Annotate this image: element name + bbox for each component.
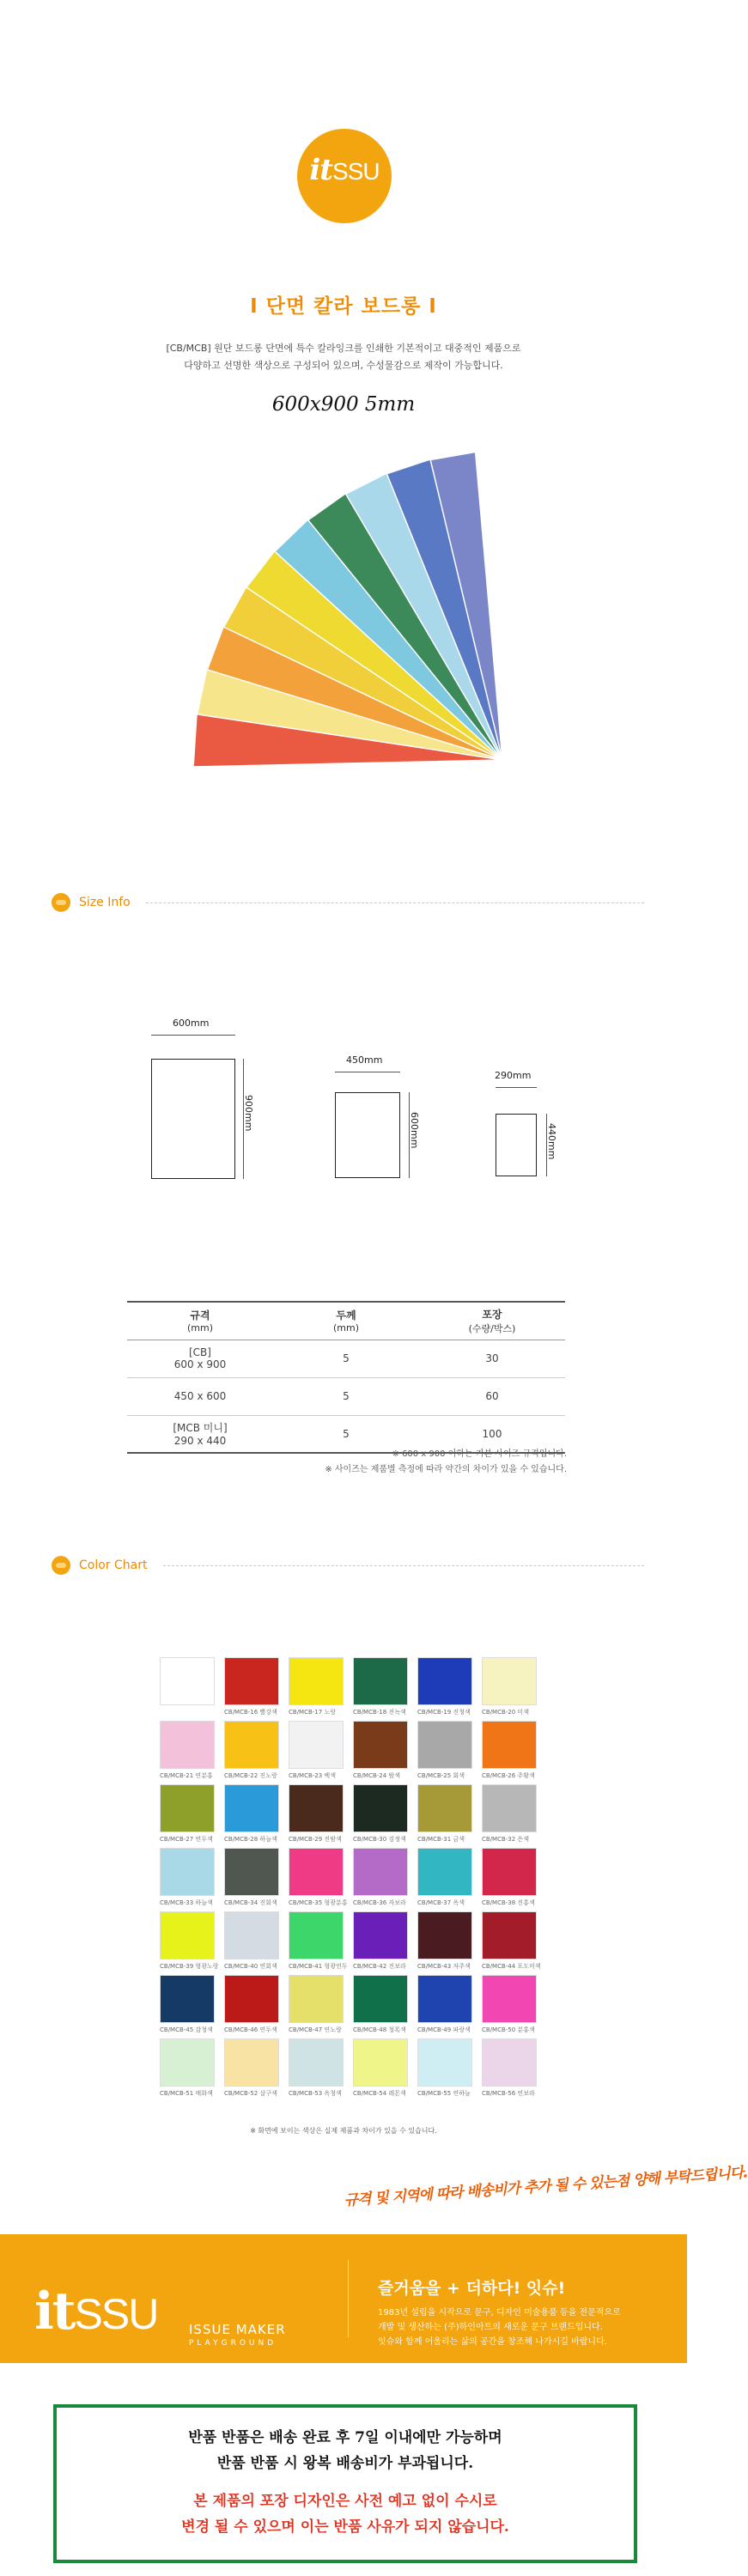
swatch-color [482, 1848, 537, 1896]
footer-slogan: 즐거움을 + 더하다! 잇슈! [378, 2279, 566, 2298]
swatch-color [353, 1911, 408, 1959]
swatch-label: CB/MCB-21 연분홍 [160, 1772, 213, 1779]
swatch-label: CB/MCB-23 백색 [289, 1772, 336, 1779]
color-swatch [160, 1975, 216, 2034]
color-swatch [482, 1721, 538, 1780]
swatch-label: CB/MCB-25 회색 [417, 1772, 465, 1779]
swatch-label: CB/MCB-16 빨강색 [224, 1709, 277, 1716]
box3-width-line [496, 1087, 537, 1088]
swatch-color [482, 1721, 537, 1769]
color-swatch [417, 1848, 474, 1907]
swatch-color [417, 1784, 472, 1832]
swatch-label: CB/MCB-39 형광노랑 [160, 1963, 219, 1970]
swatch-color [289, 1721, 344, 1769]
footer-maker: ISSUE MAKER [189, 2322, 286, 2337]
swatch-color [224, 1784, 279, 1832]
swatch-color [224, 2038, 279, 2087]
color-swatch [482, 1911, 541, 1971]
color-swatch [289, 2038, 345, 2098]
swatch-color [224, 1975, 279, 2023]
table-note-2: ※ 사이즈는 제품별 측정에 따라 약간의 차이가 있을 수 있습니다. [325, 1465, 567, 1474]
color-swatch [224, 1784, 281, 1844]
swatch-color [482, 2038, 537, 2087]
color-swatch [353, 1975, 410, 2034]
swatch-color [224, 1911, 279, 1959]
swatch-color [482, 1911, 537, 1959]
swatch-label: CB/MCB-53 옥청색 [289, 2090, 342, 2097]
swatch-color [224, 1657, 279, 1705]
swatch-color [160, 1657, 215, 1705]
shipping-note: 규격 및 지역에 따라 배송비가 추가 될 수 있는점 양해 부탁드립니다. [343, 2164, 748, 2210]
section-divider [146, 902, 644, 903]
color-swatch [417, 2038, 474, 2098]
color-swatch [289, 1975, 345, 2034]
table-row [127, 1377, 565, 1415]
swatch-color [417, 1657, 472, 1705]
color-swatch [160, 1784, 216, 1844]
notice-line-red: 변경 될 수 있으며 이는 반품 사유가 되지 않습니다. [181, 2518, 509, 2536]
color-swatch [224, 1721, 281, 1780]
color-swatch [224, 2038, 281, 2098]
swatch-color [353, 1784, 408, 1832]
color-chart-note: ※ 화면에 보이는 색상은 실제 제품과 차이가 있을 수 있습니다. [250, 2127, 437, 2135]
swatch-label: CB/MCB-24 밤색 [353, 1772, 400, 1779]
box1-height-label: 900mm [243, 1095, 254, 1132]
swatch-label: CB/MCB-31 금색 [417, 1836, 465, 1843]
box2-width-label: 450mm [346, 1054, 383, 1066]
header-thickness: 두께 (mm) [332, 1309, 359, 1334]
cell-thickness: 5 [343, 1352, 350, 1364]
footer-playground: PLAYGROUND [189, 2339, 277, 2348]
color-swatch [353, 1657, 410, 1716]
swatch-label: CB/MCB-32 은색 [482, 1836, 529, 1843]
swatch-label: CB/MCB-37 옥색 [417, 1899, 465, 1906]
color-swatch [417, 1975, 474, 2034]
table-header-row [127, 1302, 565, 1340]
swatch-color [224, 1848, 279, 1896]
color-swatch [160, 1657, 216, 1708]
color-swatch [482, 1657, 538, 1716]
header-packing: 포장 (수량/박스) [468, 1308, 516, 1334]
swatch-color [160, 1911, 215, 1959]
swatch-label: CB/MCB-46 연두색 [224, 2026, 277, 2033]
color-swatch [417, 1784, 474, 1844]
swatch-color [353, 1721, 408, 1769]
swatch-label: CB/MCB-17 노랑 [289, 1709, 336, 1716]
swatch-label: CB/MCB-42 진보라 [353, 1963, 406, 1970]
cell-size: 450 x 600 [173, 1390, 227, 1402]
swatch-color [289, 1784, 344, 1832]
swatch-label: CB/MCB-35 형광분홍 [289, 1899, 348, 1906]
color-swatch [353, 1911, 410, 1971]
color-swatch [289, 1784, 345, 1844]
color-swatch [224, 1848, 281, 1907]
cell-pack: 30 [485, 1352, 499, 1364]
color-chart-heading: Color Chart [79, 1558, 148, 1572]
box3-height-label: 440mm [546, 1123, 557, 1160]
color-swatch [224, 1657, 281, 1716]
color-swatch [160, 2038, 216, 2098]
color-swatch [482, 1848, 538, 1907]
swatch-color [482, 1657, 537, 1705]
logo-ssu: SSU [332, 158, 380, 185]
swatch-color [482, 1784, 537, 1832]
footer-separator [348, 2260, 349, 2337]
header-size: 규격 (mm) [186, 1309, 213, 1334]
product-title: I 단면 칼라 보드롱 I [250, 295, 437, 318]
swatch-label: CB/MCB-55 연하늘 [417, 2090, 471, 2097]
swatch-color [160, 1721, 215, 1769]
swatch-label: CB/MCB-40 연회색 [224, 1963, 277, 1970]
color-swatch [224, 1975, 281, 2034]
swatch-color [160, 1848, 215, 1896]
box1-width-label: 600mm [173, 1018, 210, 1029]
table-note-1: ※ 600 x 900 이하는 기본 사이즈 규격입니다. [392, 1449, 567, 1459]
swatch-color [353, 1975, 408, 2023]
swatch-label: CB/MCB-34 진회색 [224, 1899, 277, 1906]
swatch-label: CB/MCB-51 매화색 [160, 2090, 213, 2097]
box3-width-label: 290mm [495, 1070, 532, 1081]
desc-line: 다양하고 선명한 색상으로 구성되어 있으며, 수성물감으로 제작이 가능합니다. [184, 360, 503, 371]
swatch-label: CB/MCB-45 감청색 [160, 2026, 213, 2033]
color-swatch [160, 1848, 216, 1907]
cell-size: [CB] 600 x 900 [173, 1346, 227, 1370]
swatch-label: CB/MCB-49 파랑색 [417, 2026, 471, 2033]
swatch-label: CB/MCB-19 진청색 [417, 1709, 471, 1716]
cell-thickness: 5 [343, 1427, 350, 1440]
return-notice [53, 2404, 637, 2563]
color-swatch [289, 1911, 348, 1971]
footer-description: 1983년 설립을 시작으로 문구, 디자인 미술용품 등을 전문적으로 개발 및 생산하는 (주)하인아트의 새로운 문구 브랜드입니다. 잇슈와 함께 어울리는 삶의 공간을 창조해 나가시길 바랍니다. [378, 2308, 621, 2347]
table-row [127, 1340, 565, 1377]
swatch-label: CB/MCB-44 포도미색 [482, 1963, 541, 1970]
color-swatch [353, 1721, 410, 1780]
color-swatch [224, 1911, 281, 1971]
color-swatch [353, 1784, 410, 1844]
swatch-label: CB/MCB-52 살구색 [224, 2090, 277, 2097]
swatch-label: CB/MCB-20 미색 [482, 1709, 529, 1716]
swatch-label: CB/MCB-56 연보라 [482, 2090, 535, 2097]
color-swatch [160, 1721, 216, 1780]
box-600x900 [151, 1059, 235, 1179]
cell-thickness: 5 [343, 1390, 350, 1402]
size-info-heading: Size Info [79, 896, 131, 909]
brand-logo-text [297, 153, 392, 187]
swatch-label: CB/MCB-28 하늘색 [224, 1836, 277, 1843]
color-swatch [482, 1784, 538, 1844]
swatch-label: CB/MCB-27 연두색 [160, 1836, 213, 1843]
cell-pack: 100 [482, 1427, 502, 1440]
swatch-color [289, 1975, 344, 2023]
swatch-color [289, 1848, 344, 1896]
color-swatch [289, 1657, 345, 1716]
swatch-label: CB/MCB-54 레몬색 [353, 2090, 406, 2097]
swatch-color [289, 1911, 344, 1959]
swatch-color [353, 2038, 408, 2087]
swatch-color [289, 1657, 344, 1705]
color-swatch [417, 1721, 474, 1780]
product-description [0, 340, 687, 374]
swatch-label: CB/MCB-29 진밤색 [289, 1836, 342, 1843]
swatch-color [353, 1657, 408, 1705]
notice-line: 반품 반품 시 왕복 배송비가 부과됩니다. [216, 2455, 474, 2472]
product-image-fan [163, 498, 532, 773]
color-swatch [417, 1911, 474, 1971]
cell-size: [MCB 미니] 290 x 440 [173, 1422, 228, 1448]
desc-line: [CB/MCB] 원단 보드롱 단면에 특수 칼라잉크를 인쇄한 기본적이고 대중적인 제품으로 [166, 343, 521, 354]
swatch-color [482, 1975, 537, 2023]
swatch-label: CB/MCB-43 자주색 [417, 1963, 471, 1970]
swatch-label: CB/MCB-18 진녹색 [353, 1709, 406, 1716]
swatch-color [417, 1911, 472, 1959]
swatch-color [417, 1975, 472, 2023]
box2-height-label: 600mm [409, 1112, 420, 1149]
swatch-color [160, 1784, 215, 1832]
notice-line: 반품 반품은 배송 완료 후 7일 이내에만 가능하며 [188, 2429, 502, 2446]
swatch-label: CB/MCB-36 자보라 [353, 1899, 406, 1906]
color-swatch [289, 1721, 345, 1780]
color-swatch [482, 1975, 538, 2034]
swatch-color [417, 2038, 472, 2087]
box1-width-line [151, 1035, 235, 1036]
cell-pack: 60 [485, 1390, 499, 1402]
color-swatch [353, 2038, 410, 2098]
swatch-color [417, 1848, 472, 1896]
logo-it: it [309, 153, 333, 187]
color-swatch [482, 2038, 538, 2098]
swatch-color [289, 2038, 344, 2087]
section-dot-icon [52, 1556, 70, 1575]
swatch-label: CB/MCB-22 진노랑 [224, 1772, 277, 1779]
swatch-label: CB/MCB-33 하늘색 [160, 1899, 213, 1906]
color-swatch [160, 1911, 219, 1971]
swatch-color [417, 1721, 472, 1769]
spec-table [127, 1301, 565, 1454]
notice-line-red: 본 제품의 포장 디자인은 사전 예고 없이 수시로 [193, 2493, 497, 2510]
swatch-label: CB/MCB-30 검정색 [353, 1836, 406, 1843]
color-swatch [353, 1848, 410, 1907]
swatch-label: CB/MCB-26 주황색 [482, 1772, 535, 1779]
swatch-label: CB/MCB-48 청록색 [353, 2026, 406, 2033]
section-dot-icon [52, 893, 70, 912]
color-swatch [289, 1848, 348, 1907]
swatch-label: CB/MCB-41 형광연두 [289, 1963, 348, 1970]
product-spec: 600x900 5mm [271, 393, 416, 416]
box-450x600 [335, 1092, 400, 1178]
section-divider [163, 1565, 644, 1566]
swatch-color [160, 1975, 215, 2023]
color-swatch [417, 1657, 474, 1716]
swatch-color [160, 2038, 215, 2087]
swatch-color [224, 1721, 279, 1769]
swatch-label: CB/MCB-38 진홍색 [482, 1899, 535, 1906]
footer-logo: itSSU [34, 2281, 158, 2342]
box-290x440 [496, 1114, 537, 1176]
swatch-label: CB/MCB-50 분홍색 [482, 2026, 535, 2033]
swatch-color [353, 1848, 408, 1896]
swatch-label: CB/MCB-47 연노랑 [289, 2026, 342, 2033]
